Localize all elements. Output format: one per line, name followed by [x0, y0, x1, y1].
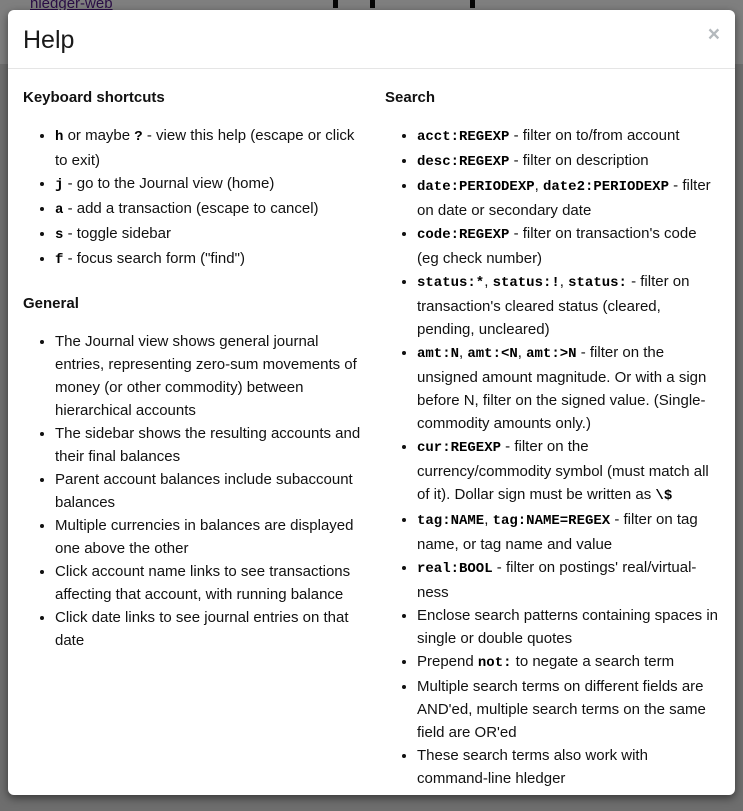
code-term: not: — [477, 655, 512, 671]
code-term: code:REGEXP — [417, 227, 510, 243]
code-term: status:! — [492, 275, 560, 291]
list-item: • Enclose search patterns containing spaces in single or double quotes — [417, 604, 720, 650]
help-modal — [8, 10, 735, 795]
list-item: • Parent account balances include subaccount balances — [55, 468, 370, 514]
right-column — [385, 86, 720, 795]
help-list — [23, 124, 370, 272]
modal-body — [8, 69, 735, 795]
close-icon[interactable]: × — [707, 23, 720, 46]
code-term: amt:<N — [467, 346, 518, 362]
list-item: • Multiple currencies in balances are displayed one above the other — [55, 514, 370, 560]
list-item: • Prepend not: to negate a search term — [417, 650, 720, 675]
list-item: • tag:NAME, tag:NAME=REGEX - filter on tag name, or tag name and value — [417, 508, 720, 556]
list-item: • cur:REGEXP - filter on the currency/commodity symbol (must match all of it). Dollar sign must be written as \$ — [417, 435, 720, 508]
code-term: \$ — [655, 488, 673, 504]
code-term: amt:>N — [526, 346, 577, 362]
modal-title: Help — [23, 26, 75, 54]
modal-header — [8, 10, 735, 69]
list-item: • Click account name links to see transactions affecting that account, with running balance — [55, 560, 370, 606]
section-heading: Keyboard shortcuts — [23, 89, 165, 106]
list-item: • date:PERIODEXP, date2:PERIODEXP - filter on date or secondary date — [417, 174, 720, 222]
list-item: • j - go to the Journal view (home) — [55, 172, 370, 197]
code-term: amt:N — [417, 346, 460, 362]
help-section — [23, 86, 370, 272]
code-term: j — [55, 177, 64, 193]
code-term: status:* — [417, 275, 485, 291]
code-term: h — [55, 129, 64, 145]
list-item: • The Journal view shows general journal entries, representing zero-sum movements of money (or other commodity) between hierarchical accounts — [55, 330, 370, 422]
code-term: acct:REGEXP — [417, 129, 510, 145]
code-term: desc:REGEXP — [417, 154, 510, 170]
left-column — [23, 86, 370, 672]
list-item: • desc:REGEXP - filter on description — [417, 149, 720, 174]
list-item: • a - add a transaction (escape to cancel) — [55, 197, 370, 222]
list-item: • amt:N, amt:<N, amt:>N - filter on the unsigned amount magnitude. Or with a sign before N, filter on the signed value. (Single-commodity amounts only.) — [417, 341, 720, 435]
list-item: • h or maybe ? - view this help (escape or click to exit) — [55, 124, 370, 172]
list-item: • Multiple search terms on different fields are AND'ed, multiple search terms on the same field are OR'ed — [417, 675, 720, 744]
list-item: • status:*, status:!, status: - filter on transaction's cleared status (cleared, pending, uncleared) — [417, 270, 720, 341]
list-item: • Click date links to see journal entries on that date — [55, 606, 370, 652]
code-term: a — [55, 202, 64, 218]
code-term: ? — [134, 129, 143, 145]
code-term: date:PERIODEXP — [417, 179, 535, 195]
section-heading: General — [23, 295, 79, 312]
code-term: real:BOOL — [417, 561, 493, 577]
list-item: • The sidebar shows the resulting accounts and their final balances — [55, 422, 370, 468]
help-list — [23, 330, 370, 652]
code-term: status: — [568, 275, 627, 291]
help-section — [23, 292, 370, 652]
list-item: • These search terms also work with command-line hledger — [417, 744, 720, 790]
section-heading: Search — [385, 89, 436, 106]
list-item: • real:BOOL - filter on postings' real/virtual-ness — [417, 556, 720, 604]
code-term: cur:REGEXP — [417, 440, 502, 456]
code-term: s — [55, 227, 64, 243]
code-term: tag:NAME — [417, 513, 485, 529]
list-item: • acct:REGEXP - filter on to/from account — [417, 124, 720, 149]
list-item: • code:REGEXP - filter on transaction's code (eg check number) — [417, 222, 720, 270]
list-item: • f - focus search form ("find") — [55, 247, 370, 272]
help-section — [385, 86, 720, 790]
code-term: tag:NAME=REGEX — [492, 513, 611, 529]
help-list — [385, 124, 720, 790]
code-term: date2:PERIODEXP — [542, 179, 669, 195]
code-term: f — [55, 252, 64, 268]
list-item: • s - toggle sidebar — [55, 222, 370, 247]
